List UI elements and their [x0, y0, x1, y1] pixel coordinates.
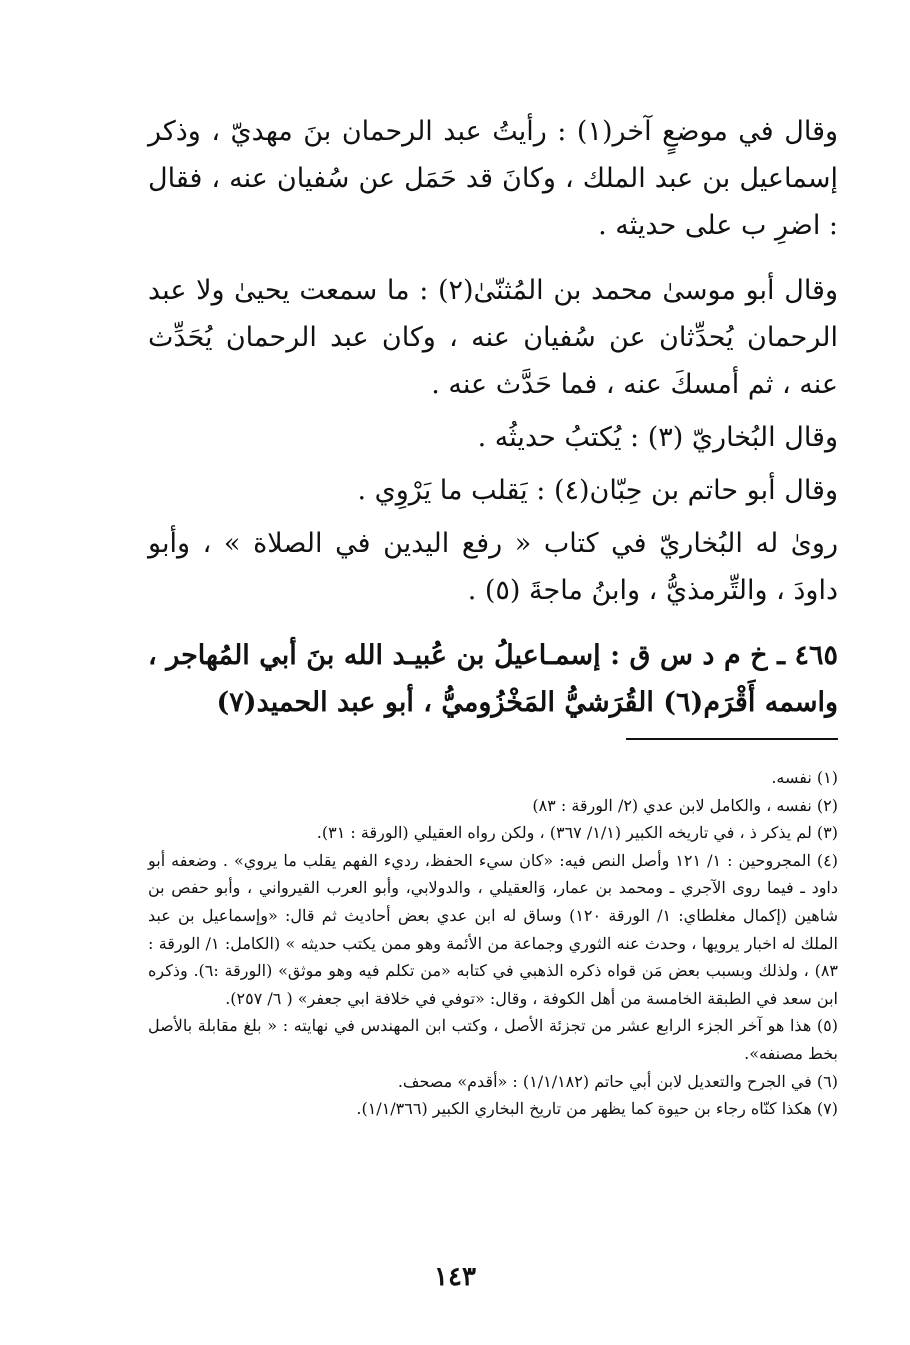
biography-entry-heading: ٤٦٥ ـ خ م د س ق : إسمـاعيلُ بن عُبيـد الله بنَ أبي المُهاجر ، واسمه أَقْرَم(٦) القُرَشيُّ المَخْزُوميُّ ، أبو عبد الحميد(٧) [148, 640, 838, 718]
footnote-2: (٢) نفسه ، والكامل لابن عدي (٢/ الورقة : ٨٣) [532, 795, 838, 815]
main-text-block [148, 108, 838, 726]
footnotes-block [148, 764, 838, 1123]
footnote-7: (٧) هكذا كنّاه رجاء بن حيوة كما يظهر من تاريخ البخاري الكبير (١/١/٣٦٦). [356, 1099, 838, 1119]
footnote-3: (٣) لم يذكر ذ ، في تاريخه الكبير (١/١/ ٣٦٧) ، ولكن رواه العقيلي (الورقة : ٣١). [316, 823, 838, 843]
footnote-divider [626, 738, 838, 740]
footnote-6: (٦) في الجرح والتعديل لابن أبي حاتم (١/١/١٨٢) : «أقدم» مصحف. [397, 1071, 838, 1091]
footnote-5: (٥) هذا هو آخر الجزء الرابع عشر من تجزئة الأصل ، وكتب ابن المهندس في نهايته : « بلغ مقابلة بالأصل بخط مصنفه». [148, 1016, 838, 1063]
paragraph-5: روىٰ له البُخاريّ في كتاب « رفع اليدين في الصلاة » ، وأبو داودَ ، والتِّرمذيُّ ، وابنُ ماجةَ (٥) . [148, 528, 838, 606]
footnote-1: (١) نفسه. [771, 768, 838, 787]
page-number: ١٤٣ [434, 1262, 476, 1292]
footnote-4: (٤) المجروحين : ١/ ١٢١ وأصل النص فيه: «كان سيء الحفظ، رديء الفهم يقلب ما يروي» . وضعفه أبو داود ـ فيما روى الآجري ـ ومحمد بن عمار، وَالعقيلي ، والدولابي، وأبو العرب القيرواني ، وأبو حفص بن شاهين (إكمال مغلطاي: ١/ الورقة ١٢٠) وساق له ابن عدي بعض أحاديث ثم قال: «وإسماعيل بن عبد الملك له اخبار يرويها ، وحدث عنه الثوري وجماعة من الأئمة وهو ممن يكتب حديثه » (الكامل: ١/ الورقة : ٨٣) ، ولذلك وبسبب بعض مَن قواه ذكره الذهبي في كتابه «من تكلم فيه وهو موثق» (الورقة :٦). وذكره ابن سعد في الطبقة الخامسة من أهل الكوفة ، وقال: «توفي في خلافة ابي جعفر» ( ٦/ ٢٥٧). [148, 850, 839, 1008]
paragraph-2: وقال أبو موسىٰ محمد بن المُثنّىٰ(٢) : ما سمعت يحيىٰ ولا عبد الرحمان يُحدِّثان عن سُفيان عنه ، وكان عبد الرحمان يُحَدِّث عنه ، ثم أمسكَ عنه ، فما حَدَّث عنه . [148, 275, 839, 400]
paragraph-3: وقال البُخاريّ (٣) : يُكتبُ حديثُه . [477, 422, 838, 453]
paragraph-1: وقال في موضعٍ آخر(١) : رأيتُ عبد الرحمان بنَ مهديّ ، وذكر إسماعيل بن عبد الملك ، وكانَ قد حَمَل عن سُفيان عنه ، فقال : اضرِ ب على حديثه . [148, 116, 839, 241]
paragraph-4: وقال أبو حاتم بن حِبّان(٤) : يَقلب ما يَرْوِي . [357, 475, 838, 506]
